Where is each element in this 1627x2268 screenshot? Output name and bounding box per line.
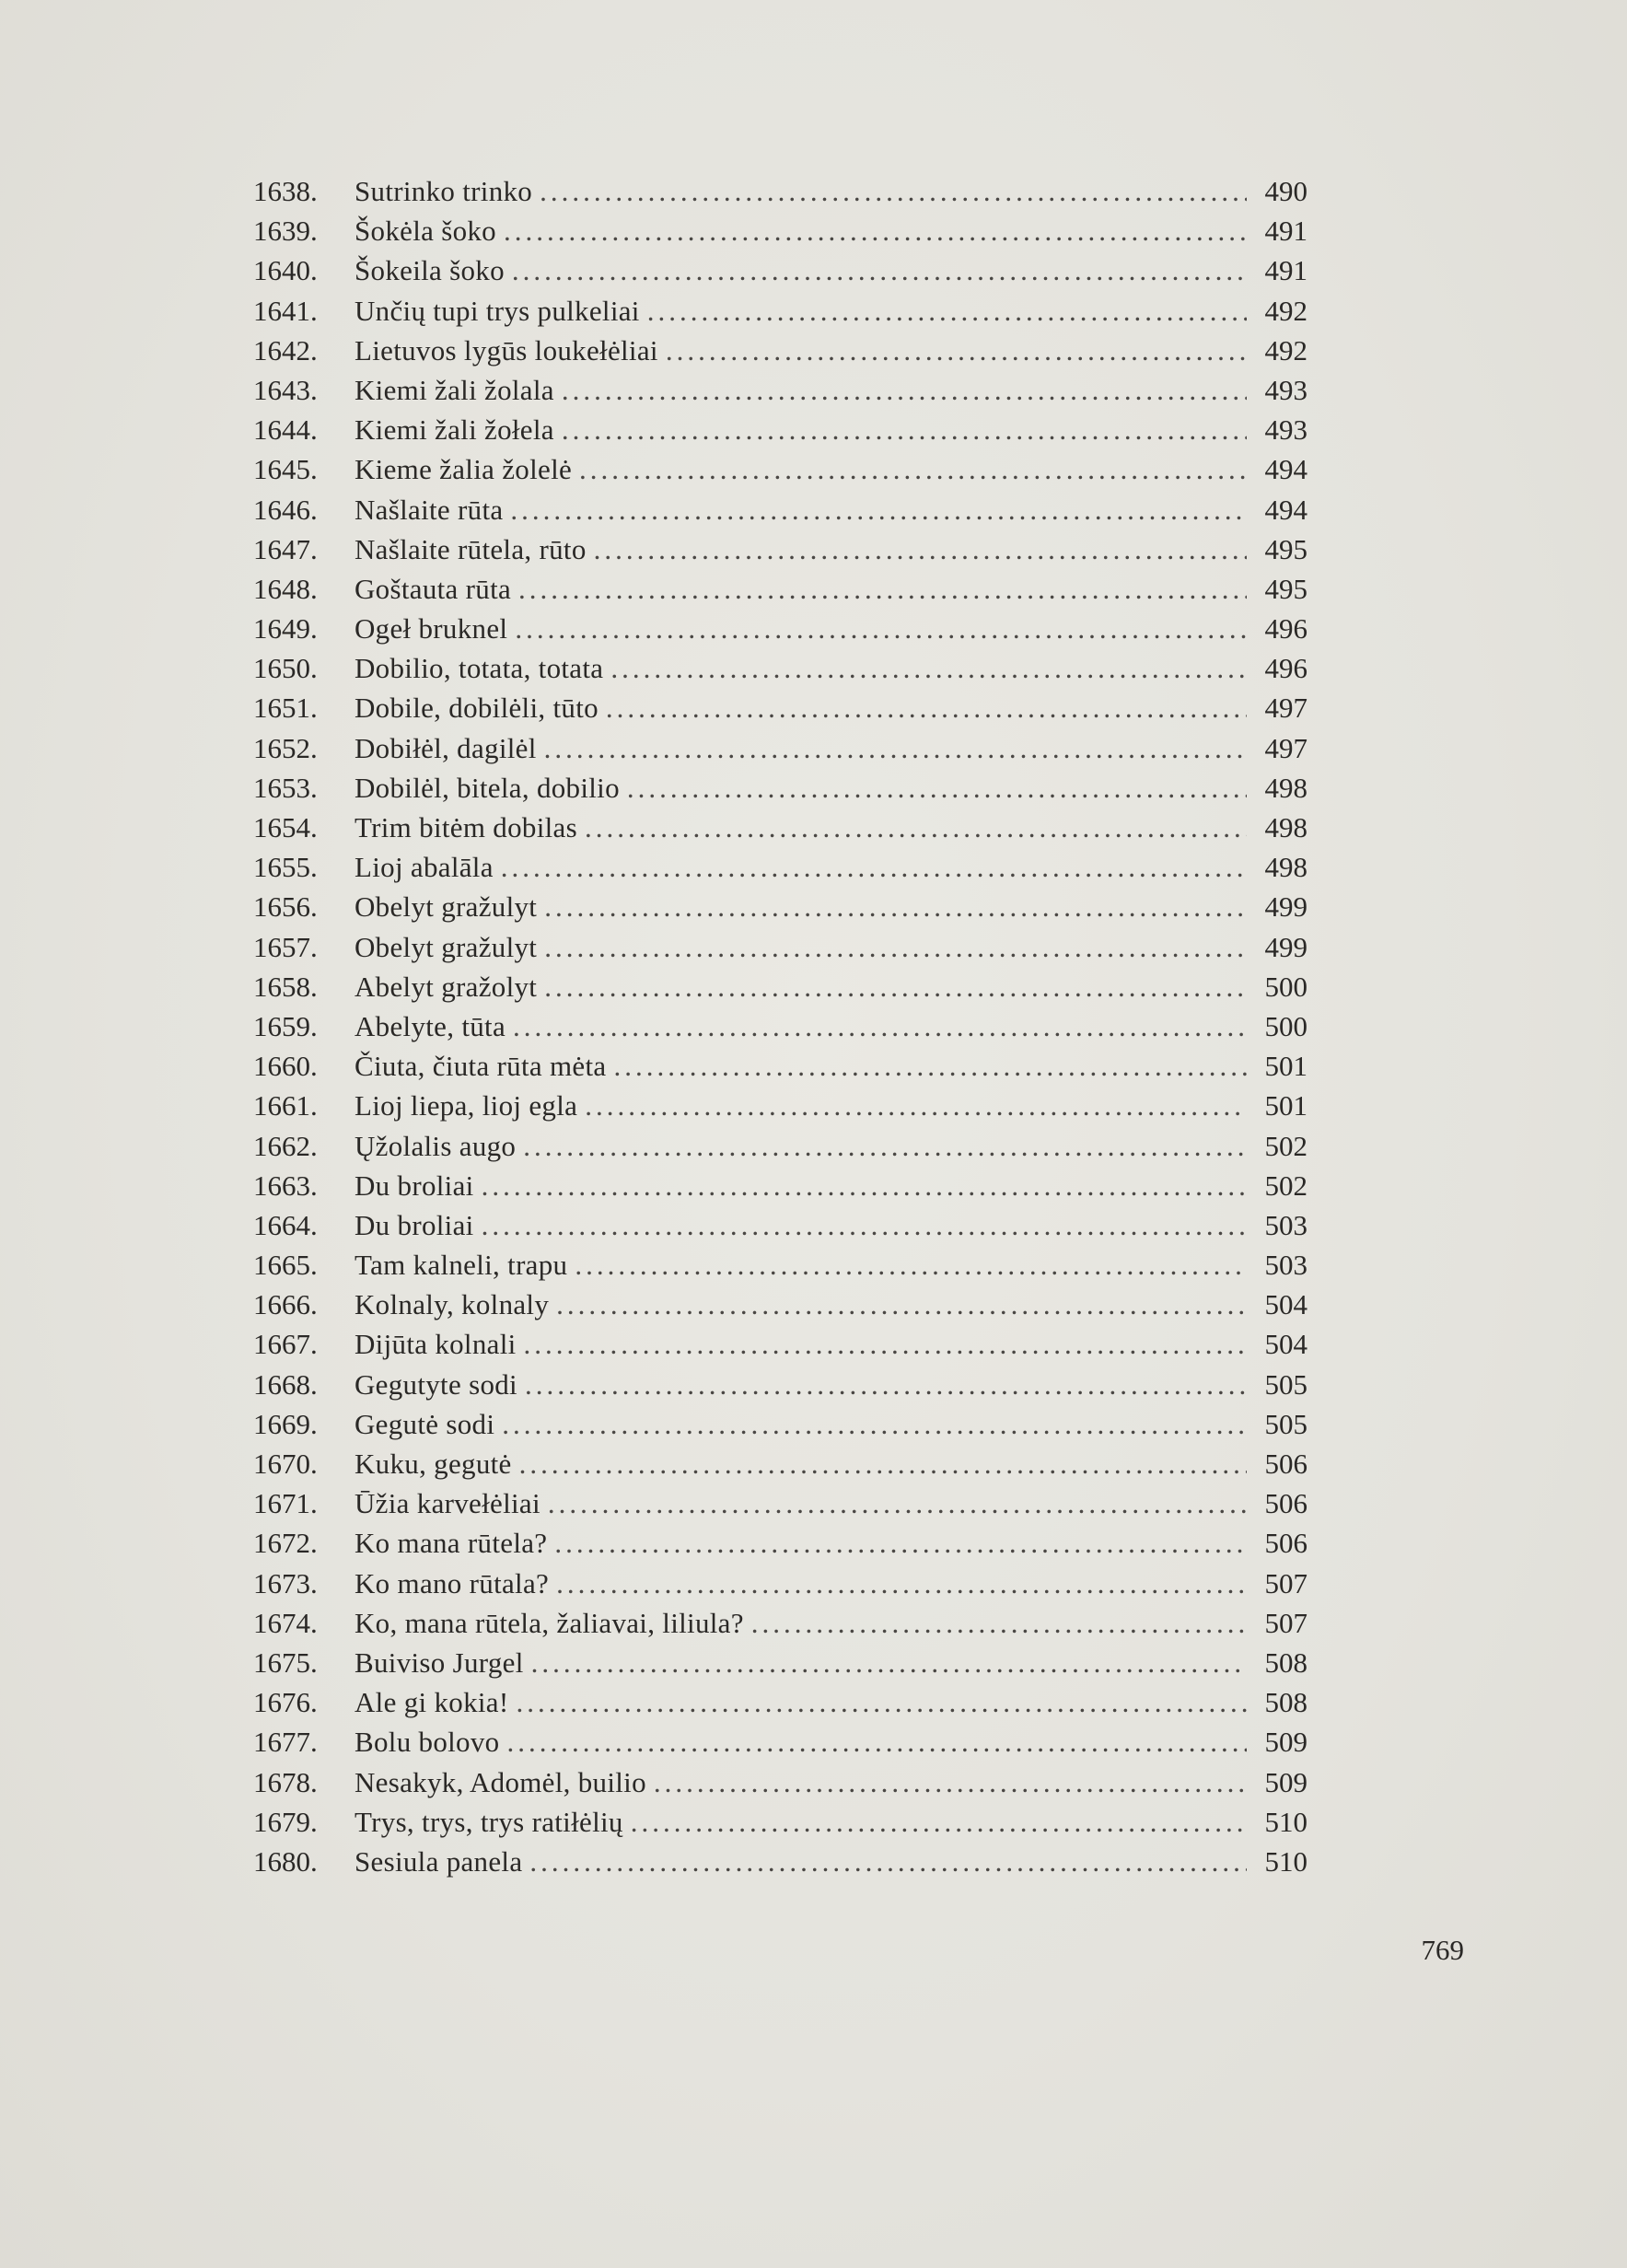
- entry-page-number: 503: [1264, 1208, 1307, 1241]
- entry-number: 1668.: [253, 1367, 318, 1401]
- entry-number: 1642.: [253, 333, 318, 366]
- entry-number: 1643.: [253, 373, 318, 406]
- dot-leader: [506, 1722, 1247, 1762]
- entry-title: Nesakyk, Adomėl, builio: [354, 1765, 646, 1798]
- entry-number: 1650.: [253, 652, 318, 685]
- dot-leader: [666, 331, 1247, 370]
- entry-number: 1658.: [253, 970, 318, 1003]
- entry-number: 1665.: [253, 1249, 318, 1282]
- toc-entry: [253, 1802, 1307, 1842]
- toc-entry: [253, 847, 1307, 887]
- entry-page-number: 507: [1264, 1606, 1307, 1639]
- entry-number: 1653.: [253, 771, 318, 804]
- dot-leader: [516, 1682, 1247, 1722]
- entry-page-number: 505: [1264, 1367, 1307, 1401]
- toc-entry: [253, 1285, 1307, 1324]
- entry-page-number: 499: [1264, 890, 1307, 924]
- entry-number: 1648.: [253, 572, 318, 605]
- entry-page-number: 500: [1264, 970, 1307, 1003]
- table-of-contents: [253, 171, 1307, 1881]
- dot-leader: [575, 1245, 1247, 1285]
- entry-page-number: 506: [1264, 1487, 1307, 1520]
- toc-entry: [253, 490, 1307, 529]
- entry-title: Šokeila šoko: [354, 254, 505, 287]
- entry-title: Du broliai: [354, 1208, 474, 1241]
- entry-number: 1675.: [253, 1646, 318, 1679]
- entry-title: Buiviso Jurgel: [354, 1646, 524, 1679]
- entry-page-number: 504: [1264, 1288, 1307, 1321]
- dot-leader: [501, 847, 1247, 887]
- toc-entry: [253, 768, 1307, 808]
- entry-title: Gegutė sodi: [354, 1407, 495, 1440]
- entry-page-number: 494: [1264, 453, 1307, 486]
- entry-number: 1652.: [253, 731, 318, 764]
- toc-entry: [253, 1762, 1307, 1802]
- entry-page-number: 493: [1264, 413, 1307, 447]
- entry-page-number: 491: [1264, 254, 1307, 287]
- entry-number: 1660.: [253, 1050, 318, 1083]
- toc-entry: [253, 728, 1307, 768]
- toc-entry: [253, 1523, 1307, 1563]
- entry-page-number: 494: [1264, 493, 1307, 526]
- entry-title: Kiemi žali žolala: [354, 373, 554, 406]
- entry-title: Našlaite rūta: [354, 493, 504, 526]
- entry-number: 1670.: [253, 1448, 318, 1480]
- entry-title: Goštauta rūta: [354, 572, 512, 605]
- entry-page-number: 493: [1264, 373, 1307, 406]
- entry-title: Ko, mana rūtela, žaliavai, liliula?: [354, 1606, 744, 1639]
- entry-number: 1655.: [253, 851, 318, 884]
- entry-number: 1659.: [253, 1009, 318, 1042]
- entry-number: 1651.: [253, 692, 318, 725]
- dot-leader: [654, 1762, 1247, 1802]
- dot-leader: [525, 1365, 1247, 1404]
- dot-leader: [585, 808, 1247, 847]
- toc-entry: [253, 291, 1307, 331]
- dot-leader: [594, 529, 1247, 569]
- entry-page-number: 498: [1264, 771, 1307, 804]
- dot-leader: [627, 768, 1247, 808]
- toc-entry: [253, 1245, 1307, 1285]
- toc-entry: [253, 1722, 1307, 1762]
- entry-page-number: 505: [1264, 1407, 1307, 1440]
- toc-entry: [253, 1046, 1307, 1086]
- entry-title: Ale gi kokia!: [354, 1686, 509, 1719]
- dot-leader: [562, 410, 1247, 449]
- toc-entry: [253, 808, 1307, 847]
- entry-page-number: 508: [1264, 1646, 1307, 1679]
- toc-entry: [253, 1643, 1307, 1682]
- entry-title: Obelyt gražulyt: [354, 930, 538, 963]
- toc-entry: [253, 1365, 1307, 1404]
- entry-title: Šokėla šoko: [354, 215, 496, 248]
- entry-page-number: 506: [1264, 1527, 1307, 1560]
- entry-title: Lietuvos lygūs loukełėliai: [354, 333, 658, 366]
- entry-title: Trys, trys, trys ratiłėlių: [354, 1805, 623, 1838]
- entry-number: 1679.: [253, 1805, 318, 1838]
- entry-number: 1677.: [253, 1726, 318, 1759]
- toc-entry: [253, 1564, 1307, 1603]
- entry-page-number: 506: [1264, 1448, 1307, 1480]
- entry-number: 1666.: [253, 1288, 318, 1321]
- entry-number: 1639.: [253, 215, 318, 248]
- dot-leader: [751, 1603, 1247, 1643]
- entry-title: Ogeł bruknel: [354, 612, 508, 646]
- dot-leader: [510, 490, 1247, 529]
- dot-leader: [585, 1086, 1247, 1125]
- dot-leader: [647, 291, 1247, 331]
- dot-leader: [548, 1483, 1247, 1523]
- toc-entry: [253, 967, 1307, 1006]
- entry-page-number: 499: [1264, 930, 1307, 963]
- entry-number: 1669.: [253, 1407, 318, 1440]
- dot-leader: [482, 1205, 1247, 1245]
- toc-entry: [253, 1842, 1307, 1881]
- entry-page-number: 495: [1264, 572, 1307, 605]
- toc-entry: [253, 211, 1307, 250]
- entry-page-number: 495: [1264, 532, 1307, 565]
- toc-entry: [253, 1006, 1307, 1046]
- toc-entry: [253, 1483, 1307, 1523]
- dot-leader: [544, 967, 1247, 1006]
- entry-title: Ko mana rūtela?: [354, 1527, 548, 1560]
- entry-title: Ko mano rūtala?: [354, 1566, 550, 1599]
- toc-entry: [253, 1324, 1307, 1364]
- entry-title: Abelyt gražolyt: [354, 970, 538, 1003]
- toc-entry: [253, 887, 1307, 926]
- entry-page-number: 496: [1264, 612, 1307, 646]
- toc-entry: [253, 1444, 1307, 1483]
- entry-page-number: 497: [1264, 692, 1307, 725]
- entry-number: 1672.: [253, 1527, 318, 1560]
- entry-number: 1645.: [253, 453, 318, 486]
- toc-entry: [253, 1126, 1307, 1166]
- entry-title: Abelyte, tūta: [354, 1009, 506, 1042]
- dot-leader: [504, 211, 1247, 250]
- dot-leader: [544, 728, 1247, 768]
- entry-title: Našlaite rūtela, rūto: [354, 532, 587, 565]
- entry-number: 1654.: [253, 811, 318, 843]
- dot-leader: [556, 1564, 1247, 1603]
- entry-number: 1673.: [253, 1566, 318, 1599]
- entry-number: 1644.: [253, 413, 318, 447]
- entry-number: 1647.: [253, 532, 318, 565]
- entry-page-number: 496: [1264, 652, 1307, 685]
- entry-number: 1640.: [253, 254, 318, 287]
- dot-leader: [482, 1166, 1247, 1205]
- entry-number: 1664.: [253, 1208, 318, 1241]
- toc-entry: [253, 1682, 1307, 1722]
- entry-title: Dobilėl, bitela, dobilio: [354, 771, 620, 804]
- entry-page-number: 491: [1264, 215, 1307, 248]
- entry-title: Sutrinko trinko: [354, 175, 533, 207]
- entry-title: Du broliai: [354, 1169, 474, 1202]
- entry-title: Dobilio, totata, totata: [354, 652, 604, 685]
- entry-title: Čiuta, čiuta rūta mėta: [354, 1050, 607, 1083]
- entry-page-number: 501: [1264, 1089, 1307, 1122]
- toc-entry: [253, 927, 1307, 967]
- dot-leader: [606, 688, 1247, 727]
- dot-leader: [519, 1444, 1247, 1483]
- entry-title: Bolu bolovo: [354, 1726, 500, 1759]
- entry-number: 1661.: [253, 1089, 318, 1122]
- dot-leader: [512, 250, 1247, 290]
- dot-leader: [613, 1046, 1247, 1086]
- dot-leader: [544, 927, 1247, 967]
- dot-leader: [518, 569, 1247, 609]
- dot-leader: [513, 1006, 1247, 1046]
- entry-title: Kuku, gegutė: [354, 1448, 512, 1480]
- entry-page-number: 510: [1264, 1805, 1307, 1838]
- entry-number: 1662.: [253, 1129, 318, 1162]
- toc-entry: [253, 609, 1307, 648]
- entry-number: 1671.: [253, 1487, 318, 1520]
- entry-number: 1646.: [253, 493, 318, 526]
- entry-title: Dobile, dobilėli, tūto: [354, 692, 599, 725]
- toc-entry: [253, 569, 1307, 609]
- entry-title: Lioj liepa, lioj egla: [354, 1089, 578, 1122]
- entry-title: Dijūta kolnali: [354, 1328, 517, 1361]
- entry-page-number: 492: [1264, 294, 1307, 327]
- entry-page-number: 490: [1264, 175, 1307, 207]
- dot-leader: [631, 1802, 1247, 1842]
- entry-page-number: 508: [1264, 1686, 1307, 1719]
- entry-title: Kiemi žali žołela: [354, 413, 554, 447]
- dot-leader: [531, 1643, 1247, 1682]
- entry-number: 1649.: [253, 612, 318, 646]
- toc-entry: [253, 250, 1307, 290]
- entry-number: 1674.: [253, 1606, 318, 1639]
- toc-entry: [253, 410, 1307, 449]
- dot-leader: [556, 1285, 1247, 1324]
- entry-title: Sesiula panela: [354, 1844, 523, 1878]
- entry-page-number: 509: [1264, 1726, 1307, 1759]
- entry-page-number: 497: [1264, 731, 1307, 764]
- toc-entry: [253, 1166, 1307, 1205]
- entry-number: 1667.: [253, 1328, 318, 1361]
- entry-page-number: 507: [1264, 1566, 1307, 1599]
- dot-leader: [529, 1842, 1247, 1881]
- entry-number: 1663.: [253, 1169, 318, 1202]
- entry-title: Tam kalneli, trapu: [354, 1249, 568, 1282]
- entry-page-number: 503: [1264, 1249, 1307, 1282]
- entry-page-number: 498: [1264, 811, 1307, 843]
- toc-entry: [253, 370, 1307, 410]
- dot-leader: [524, 1324, 1247, 1364]
- entry-number: 1676.: [253, 1686, 318, 1719]
- entry-title: Ųžolalis augo: [354, 1129, 517, 1162]
- toc-entry: [253, 688, 1307, 727]
- entry-title: Gegutyte sodi: [354, 1367, 517, 1401]
- entry-number: 1657.: [253, 930, 318, 963]
- entry-page-number: 509: [1264, 1765, 1307, 1798]
- entry-number: 1678.: [253, 1765, 318, 1798]
- entry-title: Kolnaly, kolnaly: [354, 1288, 550, 1321]
- dot-leader: [544, 887, 1247, 926]
- entry-title: Ūžia karvełėliai: [354, 1487, 540, 1520]
- page-number: 769: [1421, 1934, 1464, 1966]
- toc-entry: [253, 648, 1307, 688]
- entry-title: Obelyt gražulyt: [354, 890, 538, 924]
- entry-page-number: 492: [1264, 333, 1307, 366]
- toc-entry: [253, 529, 1307, 569]
- toc-entry: [253, 1603, 1307, 1643]
- entry-title: Dobiłėl, dagilėl: [354, 731, 537, 764]
- dot-leader: [562, 370, 1247, 410]
- entry-page-number: 510: [1264, 1844, 1307, 1878]
- entry-page-number: 498: [1264, 851, 1307, 884]
- entry-title: Lioj abalāla: [354, 851, 494, 884]
- toc-entry: [253, 1086, 1307, 1125]
- entry-page-number: 500: [1264, 1009, 1307, 1042]
- entry-number: 1680.: [253, 1844, 318, 1878]
- entry-page-number: 501: [1264, 1050, 1307, 1083]
- toc-entry: [253, 1205, 1307, 1245]
- dot-leader: [523, 1126, 1247, 1166]
- toc-entry: [253, 1404, 1307, 1444]
- toc-entry: [253, 171, 1307, 211]
- dot-leader: [502, 1404, 1247, 1444]
- dot-leader: [540, 171, 1247, 211]
- entry-title: Trim bitėm dobilas: [354, 811, 577, 843]
- dot-leader: [579, 449, 1247, 489]
- entry-number: 1656.: [253, 890, 318, 924]
- entry-number: 1641.: [253, 294, 318, 327]
- entry-title: Kieme žalia žolelė: [354, 453, 573, 486]
- entry-page-number: 502: [1264, 1169, 1307, 1202]
- toc-entry: [253, 449, 1307, 489]
- toc-entry: [253, 331, 1307, 370]
- entry-page-number: 504: [1264, 1328, 1307, 1361]
- dot-leader: [610, 648, 1247, 688]
- entry-title: Unčių tupi trys pulkeliai: [354, 294, 640, 327]
- entry-number: 1638.: [253, 175, 318, 207]
- dot-leader: [554, 1523, 1247, 1563]
- entry-page-number: 502: [1264, 1129, 1307, 1162]
- dot-leader: [515, 609, 1247, 648]
